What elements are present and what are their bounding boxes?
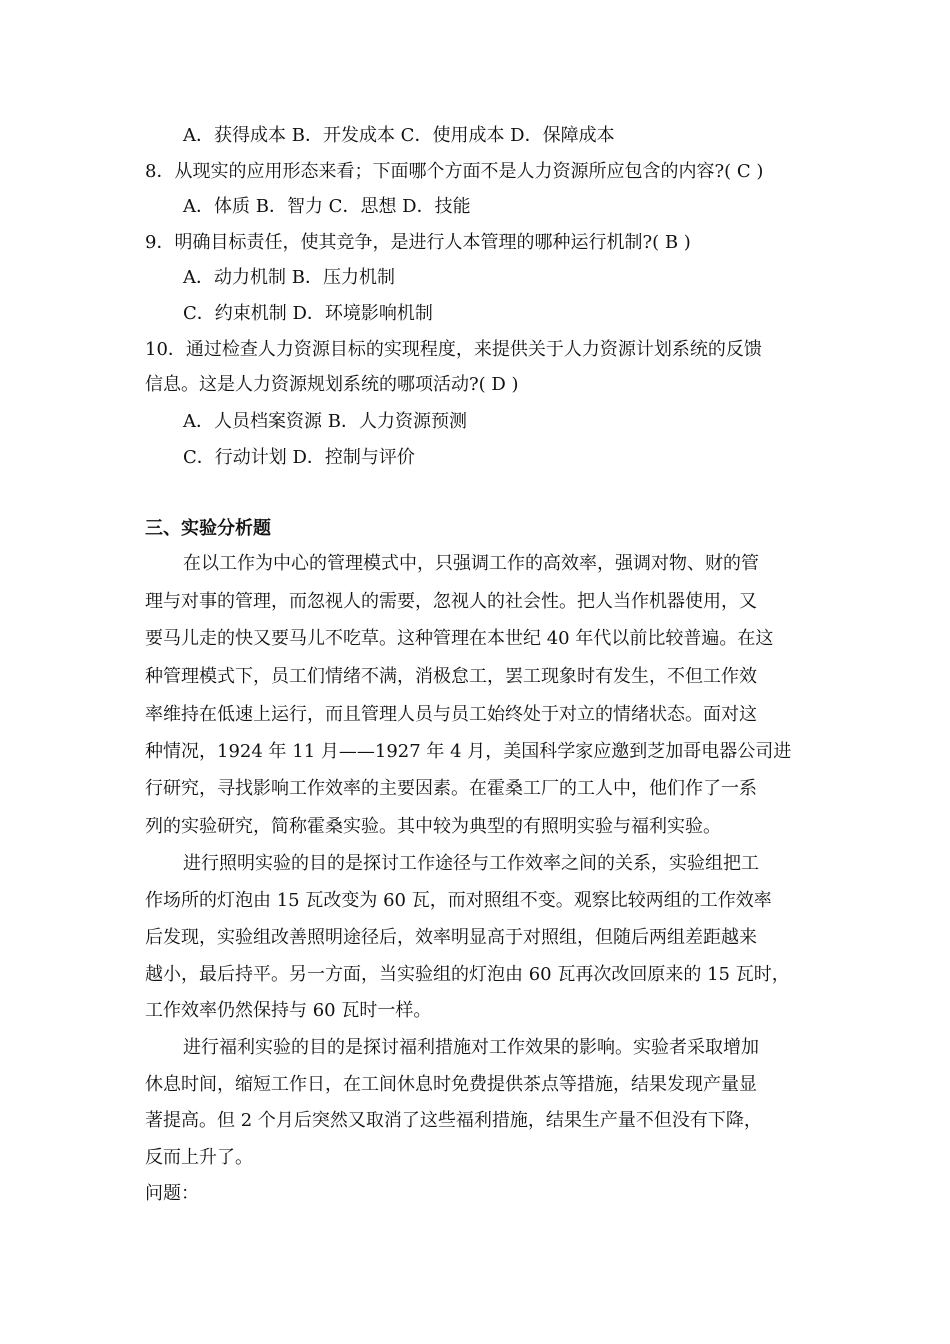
paragraph-3-line: 著提高。但 2 个月后突然又取消了这些福利措施，结果生产量不但没有下降，: [145, 1110, 762, 1131]
paragraph-1-line: 理与对事的管理，而忽视人的需要，忽视人的社会性。把人当作机器使用，又: [145, 591, 757, 612]
q10-options-row-2: C．行动计划 D．控制与评价: [183, 447, 415, 468]
section-heading: 三、实验分析题: [145, 518, 271, 539]
paragraph-2-line: 后发现，实验组改善照明途径后，效率明显高于对照组，但随后两组差距越来: [145, 927, 757, 948]
paragraph-3-line: 进行福利实验的目的是探讨福利措施对工作效果的影响。实验者采取增加: [183, 1037, 759, 1058]
q8-options: A．体质 B．智力 C．思想 D．技能: [183, 196, 471, 217]
paragraph-2-line: 工作效率仍然保持与 60 瓦时一样。: [145, 1000, 432, 1021]
paragraph-1-line: 列的实验研究，简称霍桑实验。其中较为典型的有照明实验与福利实验。: [145, 816, 721, 837]
q7-options: A．获得成本 B．开发成本 C．使用成本 D．保障成本: [183, 125, 615, 146]
q9-stem: 9．明确目标责任，使其竞争，是进行人本管理的哪种运行机制?( B ): [145, 232, 691, 253]
paragraph-2-line: 进行照明实验的目的是探讨工作途径与工作效率之间的关系，实验组把工: [183, 853, 759, 874]
paragraph-2-line: 越小，最后持平。另一方面，当实验组的灯泡由 60 瓦再次改回原来的 15 瓦时，: [145, 964, 790, 985]
q10-stem-line-2: 信息。这是人力资源规划系统的哪项活动?( D ): [145, 374, 519, 395]
paragraph-3-line: 反而上升了。: [145, 1147, 253, 1168]
q9-options-row-2: C．约束机制 D．环境影响机制: [183, 303, 433, 324]
paragraph-1-line: 在以工作为中心的管理模式中，只强调工作的高效率，强调对物、财的管: [183, 553, 759, 574]
q8-stem: 8．从现实的应用形态来看；下面哪个方面不是人力资源所应包含的内容?( C ): [145, 161, 764, 182]
paragraph-1-line: 种情况，1924 年 11 月——1927 年 4 月，美国科学家应邀到芝加哥电器公司进: [145, 741, 792, 762]
q9-options-row-1: A．动力机制 B．压力机制: [183, 267, 395, 288]
q10-options-row-1: A．人员档案资源 B．人力资源预测: [183, 411, 467, 432]
paragraph-2-line: 作场所的灯泡由 15 瓦改变为 60 瓦，而对照组不变。观察比较两组的工作效率: [145, 890, 772, 911]
paragraph-1-line: 种管理模式下，员工们情绪不满，消极怠工，罢工现象时有发生，不但工作效: [145, 666, 757, 687]
paragraph-1-line: 率维持在低速上运行，而且管理人员与员工始终处于对立的情绪状态。面对这: [145, 704, 757, 725]
question-label: 问题：: [145, 1183, 199, 1204]
q10-stem-line-1: 10．通过检查人力资源目标的实现程度，来提供关于人力资源计划系统的反馈: [145, 339, 762, 360]
paragraph-1-line: 要马儿走的快又要马儿不吃草。这种管理在本世纪 40 年代以前比较普遍。在这: [145, 628, 774, 649]
paragraph-3-line: 休息时间，缩短工作日，在工间休息时免费提供茶点等措施，结果发现产量显: [145, 1074, 757, 1095]
paragraph-1-line: 行研究，寻找影响工作效率的主要因素。在霍桑工厂的工人中，他们作了一系: [145, 778, 757, 799]
